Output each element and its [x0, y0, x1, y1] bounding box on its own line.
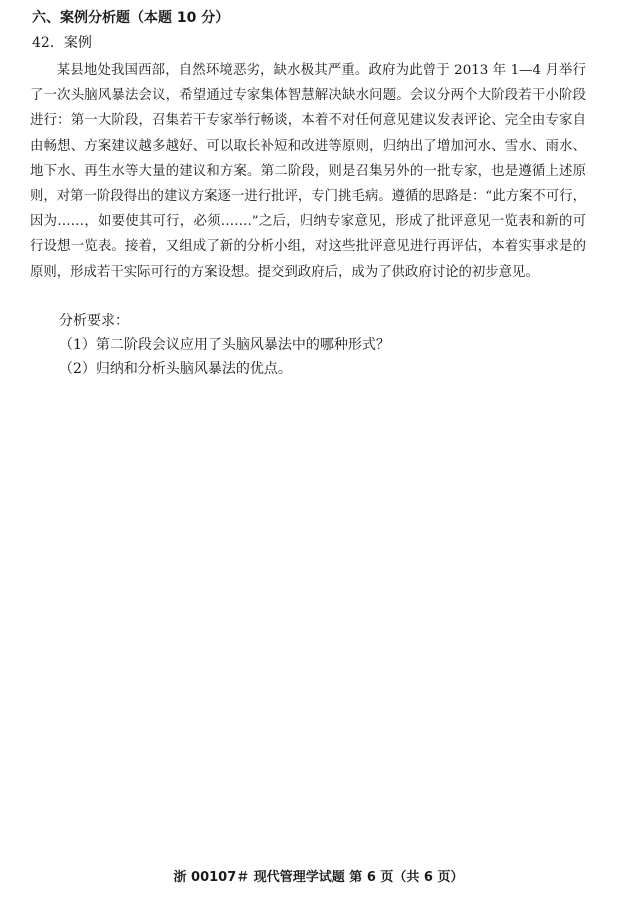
question-number: 42．案例: [32, 35, 92, 51]
requirement-item-2: （2）归纳和分析头脑风暴法的优点。: [59, 361, 292, 377]
section-heading: 六、案例分析题（本题 10 分）: [32, 10, 230, 26]
requirements-heading: 分析要求：: [59, 313, 129, 329]
requirement-item-1: （1）第二阶段会议应用了头脑风暴法中的哪种形式？: [59, 337, 390, 353]
case-text: 某县地处我国西部，自然环境恶劣，缺水极其严重。政府为此曾于 2013 年 1—4 月举行了一次头脑风暴法会议，希望通过专家集体智慧解决缺水问题。会议分两个大阶段若干小阶段进行：第一大阶段，召集若干专家举行畅谈，本着不对任何意见建议发表评论、完全由专家自由畅想、方案建议越多越好、可以取长补短和改进等原则，归纳出了增加河水、雪水、雨水、地下水、再生水等大量的建议和方案。第二阶段，则是召集另外的一批专家，也是遵循上述原则，对第一阶段得出的建议方案逐一进行批评，专门挑毛病。遵循的思路是：“此方案不可行，因为……，如要使其可行，必须…….”之后，归纳专家意见，形成了批评意见一览表和新的可行设想一览表。接着，又组成了新的分析小组，对这些批评意见进行再评估，本着实事求是的原则，形成若干实际可行的方案设想。提交到政府后，成为了供政府讨论的初步意见。: [30, 63, 586, 280]
page-footer: 浙 00107＃ 现代管理学试题 第 6 页（共 6 页）: [173, 870, 464, 885]
